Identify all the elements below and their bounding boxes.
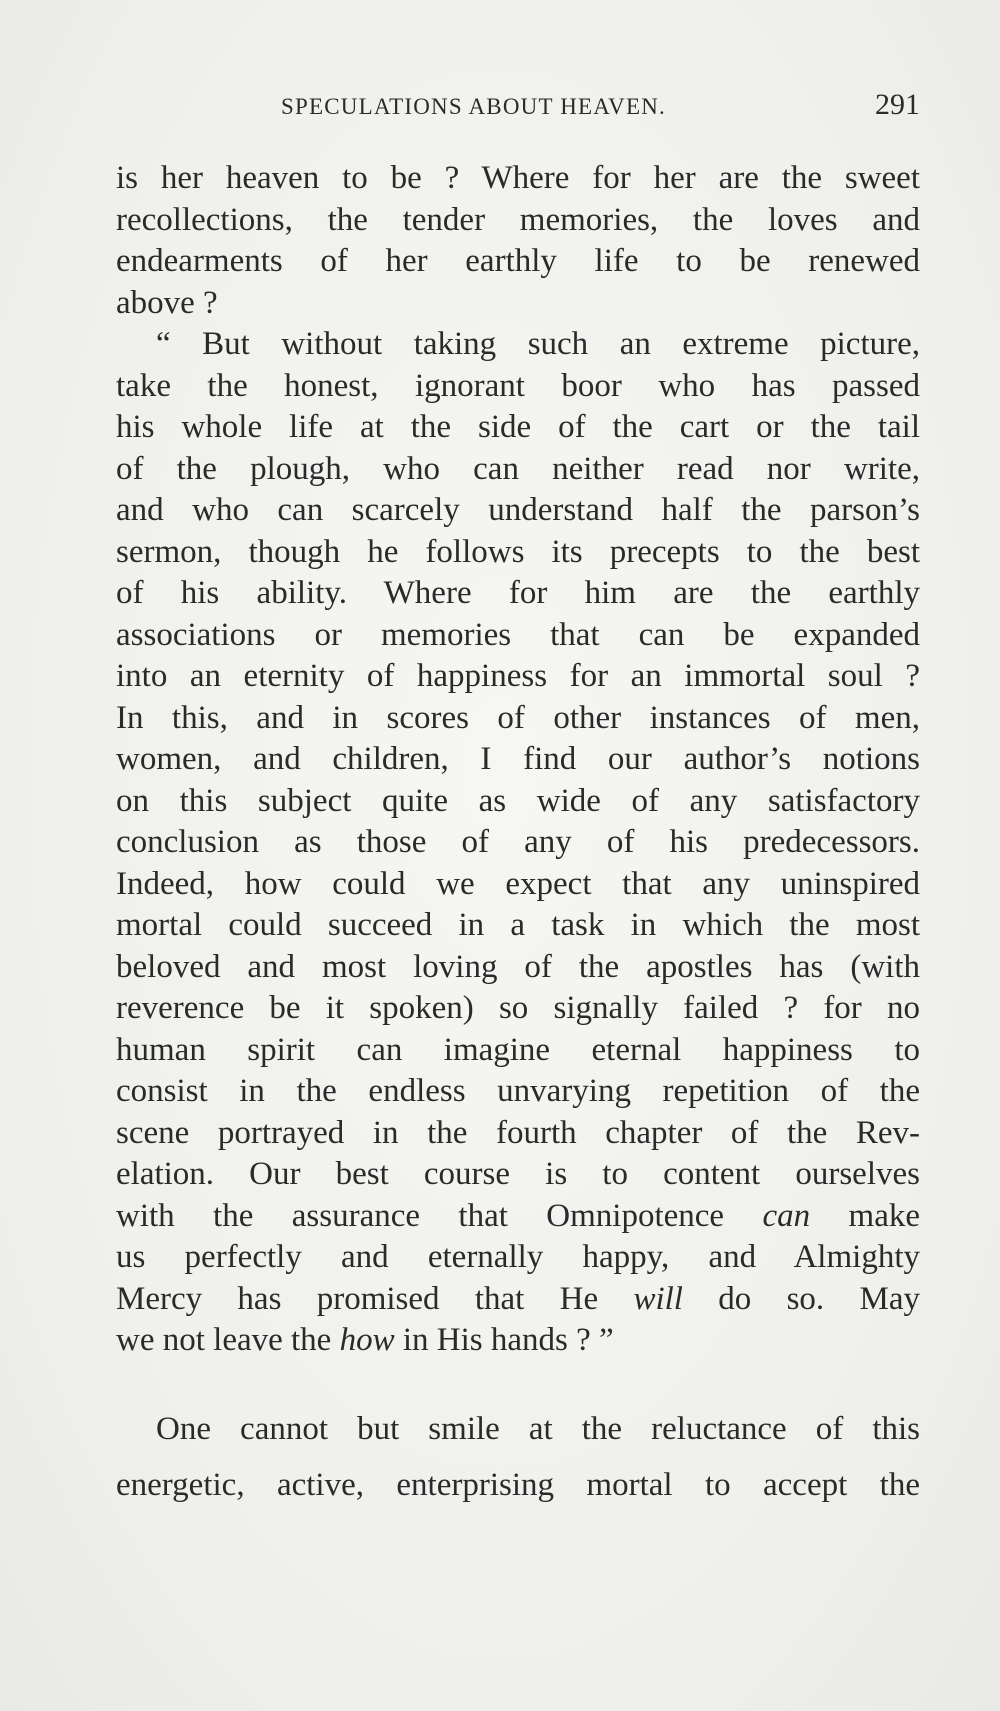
text-line: Indeed, how could we expect that any uninspired	[116, 865, 920, 902]
italic-word: how	[339, 1322, 395, 1358]
text-line: recollections, the tender memories, the loves and	[116, 201, 920, 238]
text-line: into an eternity of happiness for an immortal soul ?	[116, 658, 920, 694]
text-line: One cannot but smile at the reluctance of this	[156, 1410, 920, 1447]
paragraph-2-quotation	[116, 324, 920, 1362]
text-line	[116, 1279, 920, 1321]
text-line: and who can scarcely understand half the parson’s	[116, 492, 920, 528]
italic-word: can	[762, 1197, 811, 1234]
text-line: “ But without taking such an extreme picture,	[156, 326, 920, 362]
paragraph-1	[116, 158, 920, 324]
text-line: reverence be it spoken) so signally failed ? for no	[116, 990, 920, 1026]
text-line: human spirit can imagine eternal happiness to	[116, 1031, 920, 1068]
text-line: on this subject quite as wide of any satisfactory	[116, 782, 920, 819]
text-run: in His hands ? ”	[394, 1322, 614, 1358]
text-run: make	[810, 1197, 920, 1234]
text-line: us perfectly and eternally happy, and Almighty	[116, 1239, 920, 1275]
text-line: In this, and in scores of other instances of men,	[116, 699, 920, 736]
paragraph-gap	[116, 1362, 920, 1401]
italic-word: will	[633, 1280, 683, 1317]
page-header	[116, 90, 920, 130]
text-run: we not leave the	[116, 1322, 340, 1358]
paragraph-3	[116, 1401, 920, 1513]
text-run: do so. May	[682, 1280, 920, 1317]
text-line: above ?	[116, 284, 218, 321]
page-body	[116, 158, 920, 1513]
text-line	[116, 1320, 920, 1362]
text-line: take the honest, ignorant boor who has passed	[116, 367, 920, 404]
text-line: endearments of her earthly life to be renewed	[116, 243, 920, 279]
text-line: beloved and most loving of the apostles has (with	[116, 948, 920, 985]
text-line: conclusion as those of any of his predecessors.	[116, 824, 920, 860]
text-line	[116, 1196, 920, 1238]
text-line: sermon, though he follows its precepts to the best	[116, 533, 920, 570]
text-line: mortal could succeed in a task in which the most	[116, 907, 920, 943]
running-head: SPECULATIONS ABOUT HEAVEN.	[281, 94, 666, 119]
text-run: Mercy has promised that He	[116, 1280, 634, 1317]
text-line: energetic, active, enterprising mortal to accept the	[116, 1466, 920, 1503]
text-line: his whole life at the side of the cart or the tail	[116, 409, 920, 445]
text-line: consist in the endless unvarying repetition of the	[116, 1073, 920, 1109]
text-line: scene portrayed in the fourth chapter of the Rev-	[116, 1114, 920, 1151]
text-line: women, and children, I find our author’s notions	[116, 741, 920, 777]
text-line: of his ability. Where for him are the earthly	[116, 575, 920, 611]
text-line: of the plough, who can neither read nor write,	[116, 450, 920, 487]
text-line: is her heaven to be ? Where for her are the sweet	[116, 160, 920, 196]
page-number: 291	[875, 88, 920, 121]
text-run: with the assurance that Omnipotence	[116, 1197, 763, 1234]
text-line: associations or memories that can be expanded	[116, 616, 920, 653]
text-line: elation. Our best course is to content ourselves	[116, 1156, 920, 1192]
